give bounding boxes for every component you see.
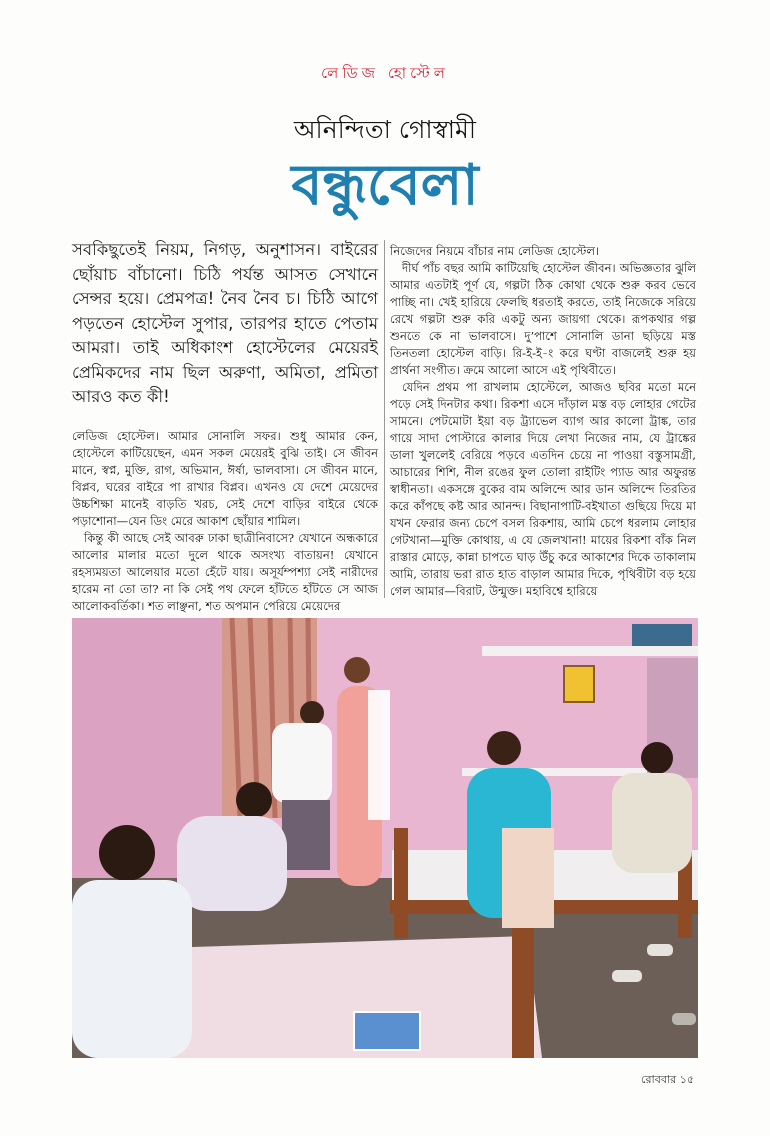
- left-paragraph-1: লেডিজ হোস্টেল। আমার সোনালি সফর। শুধু আমার কেন, হোস্টেলে কাটিয়েছেন, এমন সকল মেয়েরই বুঝি তাই। সে জীবন মানে, স্বপ্ন, মুক্তি, রাগ, অভিমান, ঈর্ষা, ভালবাসা। সে জীবন মানে, বিপ্লব, ঘরের বাইরে পা রাখার বিপ্লব। এখনও যে দেশে মেয়েদের উচ্চশিক্ষা মানেই বাড়তি খরচ, সেই দেশে বাড়ির বাইরে থেকে পড়াশোনা—যেন ডিং মেরে আকাশ ছোঁয়ার শামিল।: [72, 428, 378, 528]
- right-paragraph-3: যেদিন প্রথম পা রাখলাম হোস্টেলে, আজও ছবির মতো মনে পড়ে সেই দিনটার কথা। রিকশা এসে দাঁড়াল মস্ত বড় লোহার গেটের সামনে। পেটমোটা ইয়া বড় ট্র্যাভেল ব্যাগ আর কালো ট্রাঙ্ক, তার গায়ে সাদা পোস্টারে কালার দিয়ে লেখা নিজের নাম, যে ট্রাঙ্কের ডালা খুললেই বেরিয়ে পড়বে এতদিন চেয়ে না পাওয়া বস্তুসামগ্রী, আচারের শিশি, নীল রঙের ফুল তোলা রাইটিং প্যাড আর অফুরন্ত স্বাধীনতা। একসঙ্গে বুকের বাম অলিন্দে আর ডান অলিন্দে তিরতির করে কাঁপছে কষ্ট আর আনন্দ। বিছানাপাটি-বইখাতা গুছিয়ে দিয়ে মা যখন ফেরার জন্য চেপে বসল রিকশায়, আমি চেপে ধরলাম লোহার গেটখানা—মুক্তি কোথায়, এ যে জেলখানা! মায়ের রিকশা বাঁক নিল রাস্তার মোড়ে, কান্না চাপতে ঘাড় উঁচু করে আকাশের দিকে তাকালাম আমি, তারায় ভরা রাত হাত বাড়াল আমার দিকে, পৃথিবীটা বড় হয়ে গেল আমার—বিরাট, উন্মুক্ত। মহাবিশ্বে হারিয়ে: [390, 380, 696, 598]
- section-label: লেডিজ হোস্টেল: [321, 64, 449, 82]
- hostel-room-photo: [72, 618, 698, 1058]
- right-paragraph-1: নিজেদের নিয়মে বাঁচার নাম লেডিজ হোস্টেল।: [390, 244, 600, 258]
- photo-front-bed: [152, 936, 542, 1058]
- author-name: অনিন্দিতা গোস্বামী: [293, 115, 477, 144]
- right-column: [390, 243, 696, 601]
- photo-girl-foreground: [72, 880, 192, 1058]
- right-paragraph-2: দীর্ঘ পাঁচ বছর আমি কাটিয়েছি হোস্টেল জীবন। অভিজ্ঞতার ঝুলি আমার এতটাই পূর্ণ যে, গল্পটা ঠিক কোথা থেকে শুরু করব ভেবে পাচ্ছি না। খেই হারিয়ে ফেলছি ধরতাই করতে, তাই নিজেকে সরিয়ে রেখে গল্পটা শুরু করি একটু অন্য জায়গা থেকে। রূপকথার গল্প শুনতে কে না ভালবাসে। দু’পাশে সোনালি ডানা ছড়িয়ে মস্ত তিনতলা হোস্টেল বাড়ি। রি-ই-ই-ং করে ঘণ্টা বাজলেই শুরু হয় প্রার্থনা সংগীত। ক্রমে আলো আসে এই পৃথিবীতে।: [390, 261, 696, 377]
- left-column: [72, 238, 378, 613]
- photo-shelf-1: [482, 646, 698, 656]
- photo-shelf-books: [632, 624, 692, 646]
- photo-magazine: [354, 1012, 420, 1050]
- photo-picture-frame: [564, 666, 594, 702]
- photo-girl-seated: [612, 773, 692, 873]
- lead-paragraph: সবকিছুতেই নিয়ম, নিগড়, অনুশাসন। বাইরের ছোঁয়াচ বাঁচানো। চিঠি পর্যন্ত আসত সেখানে সেন্সর হয়ে। প্রেমপত্র! নৈব নৈব চ। চিঠি আগে পড়তেন হোস্টেল সুপার, তারপর হাতে পেতাম আমরা। তাই অধিকাংশ হোস্টেলের মেয়েরই প্রেমিকদের নাম ছিল অরুণা, অমিতা, প্রমিতা আরও কত কী!: [72, 240, 378, 406]
- column-divider: [384, 240, 385, 598]
- article-title: বন্ধুবেলা: [291, 153, 479, 218]
- photo-girl-white: [272, 723, 332, 803]
- left-paragraph-2: কিন্তু কী আছে সেই আবরু ঢাকা ছাত্রীনিবাসে? যেখানে অন্ধকারে আলোর মালার মতো দুলে থাকে অসংখ্য বাতায়ন! যেখানে রহস্যময়তা আলেয়ার মতো হেঁটে যায়। অসূর্যম্পশ্যা সেই নারীদের হারেম না তো তা? না কি সেই পথ ফেলে হাঁটতে হাঁটতে সে আজ আলোকবর্তিকা। শত লাঞ্ছনা, শত অপমান পেরিয়ে মেয়েদের: [72, 530, 378, 613]
- photo-girl-crouching: [177, 816, 287, 911]
- page-footer: রোববার ১৫: [641, 1073, 694, 1086]
